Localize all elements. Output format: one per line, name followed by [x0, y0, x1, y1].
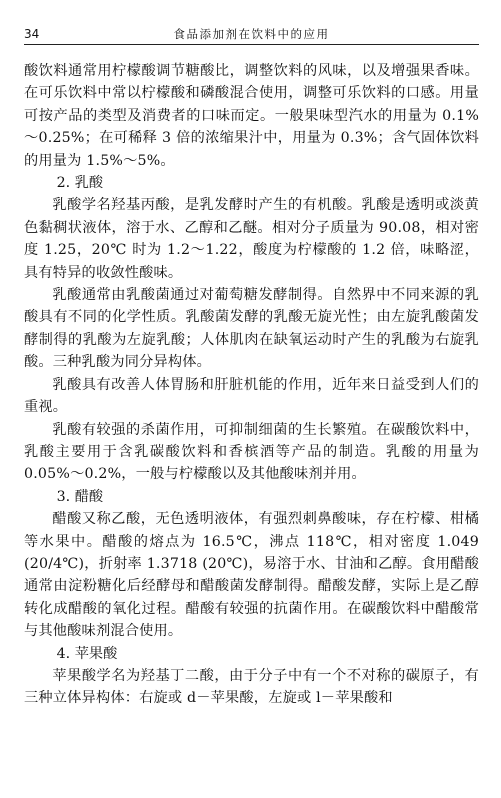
paragraph: 乳酸学名羟基丙酸，是乳发酵时产生的有机酸。乳酸是透明或淡黄色黏稠状液体，溶于水、乙醇和乙醚。相对分子质量为 90.08，相对密度 1.25，20℃ 时为 1.2～1.22，酸度为柠檬酸的 1.2 倍，味略涩，具有特异的收敛性酸味。 — [24, 197, 479, 281]
paragraph: 乳酸通常由乳酸菌通过对葡萄糖发酵制得。自然界中不同来源的乳酸具有不同的化学性质。乳酸菌发酵的乳酸无旋光性；由左旋乳酸菌发酵制得的乳酸为左旋乳酸；人体肌肉在缺氧运动时产生的乳酸为右旋乳酸。三种乳酸为同分异构体。 — [24, 287, 479, 371]
page-body — [24, 60, 479, 710]
section-heading-malic-acid: 4. 苹果酸 — [56, 645, 118, 662]
running-title: 食品添加剂在饮料中的应用 — [173, 27, 330, 41]
paragraph: 醋酸又称乙酸，无色透明液体，有强烈刺鼻酸味，存在柠檬、柑橘等水果中。醋酸的熔点为 16.5℃，沸点 118℃，相对密度 1.049 (20/4℃)，折射率 1.3718 (20℃)，易溶于水、甘油和乙醇。食用醋酸通常由淀粉糖化后经酵母和醋酸菌发酵制得。醋酸发酵，实际上是乙醇转化成醋酸的氧化过程。醋酸有较强的抗菌作用。在碳酸饮料中醋酸常与其他酸味剂混合使用。 — [24, 511, 479, 640]
paragraph: 乳酸具有改善人体胃肠和肝脏机能的作用，近年来日益受到人们的重视。 — [24, 376, 479, 416]
section-heading-lactic-acid: 2. 乳酸 — [56, 175, 104, 192]
paragraph: 乳酸有较强的杀菌作用，可抑制细菌的生长繁殖。在碳酸饮料中，乳酸主要用于含乳碳酸饮料和香槟酒等产品的制造。乳酸的用量为 0.05%～0.2%，一般与柠檬酸以及其他酸味剂并用。 — [24, 421, 479, 483]
paragraph: 苹果酸学名为羟基丁二酸，由于分子中有一个不对称的碳原子，有三种立体异构体：右旋或 d－苹果酸，左旋或 l－苹果酸和 — [24, 667, 479, 707]
section-heading-acetic-acid: 3. 醋酸 — [56, 488, 104, 505]
paragraph: 酸饮料通常用柠檬酸调节糖酸比，调整饮料的风味，以及增强果香味。在可乐饮料中常以柠檬酸和磷酸混合使用，调整可乐饮料的口感。用量可按产品的类型及消费者的口味而定。一般果味型汽水的用量为 0.1%～0.25%；在可稀释 3 倍的浓缩果汁中，用量为 0.3%；含气固体饮料的用量为 1.5%～5%。 — [24, 63, 479, 169]
page-header — [24, 24, 479, 45]
page-number: 34 — [24, 27, 40, 41]
